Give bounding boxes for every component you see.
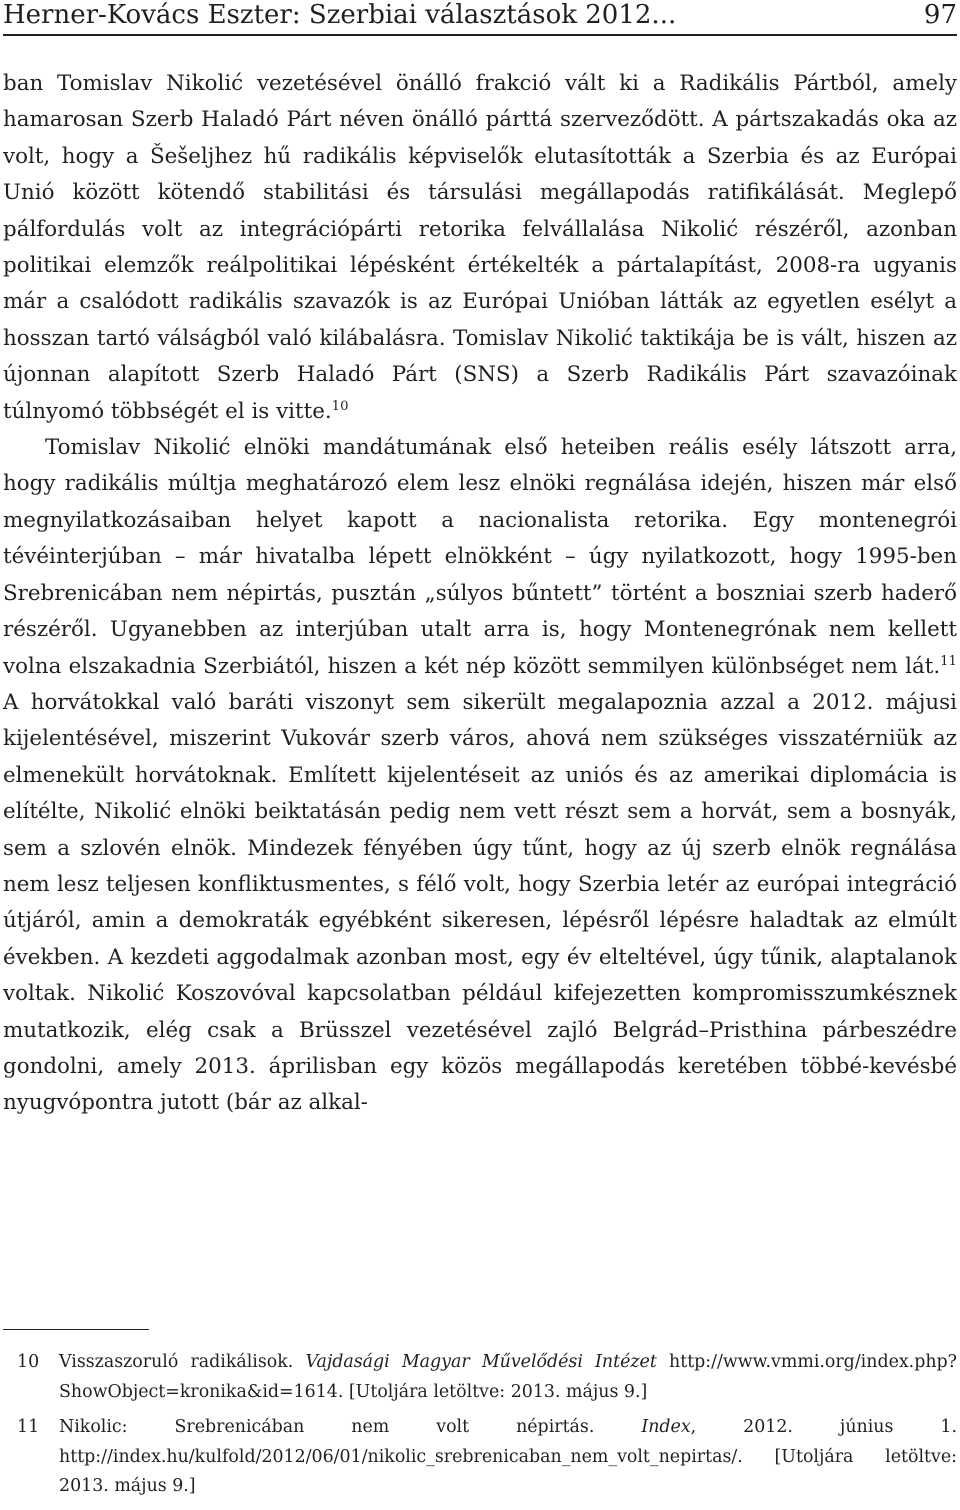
page-number: 97 [923, 0, 957, 30]
footnote-source: Vajdasági Magyar Művelődési Intézet [305, 1352, 657, 1372]
running-header [3, 0, 957, 36]
footnote-text: Nikolic: Srebrenicában nem volt népirtás. [59, 1417, 642, 1437]
running-title: Herner-Kovács Eszter: Szerbiai választások 2012... [3, 0, 677, 30]
footnotes [3, 1348, 957, 1508]
footnote-number: 11 [17, 1417, 40, 1437]
footnote-ref-11: 11 [940, 653, 957, 669]
paragraph-2-text-b: A horvátokkal való baráti viszonyt sem sikerült megalapoznia azzal a 2012. májusi kijelentésével, miszerint Vukovár szerb város, ahová nem szükséges visszatérniük az elmenekült horvátoknak. Említett kijelentéseit az uniós és az amerikai diplomácia is elítélte, Nikolić elnöki beiktatásán pedig nem vett részt sem a horvát, sem a bosnyák, sem a szlovén elnök. Mindezek fényében úgy tűnt, hogy az új szerb elnök regnálása nem lesz teljesen konfliktusmentes, s félő volt, hogy Szerbia letér az európai integráció útjáról, amin a demokraták egyébként sikeresen, lépésről lépésre haladtak az elmúlt években. A kezdeti aggodalmak azonban most, egy év elteltével, úgy tűnik, alaptalanok voltak. Nikolić Koszovóval kapcsolatban például kifejezetten kompromisszumkésznek mutatkozik, elég csak a Brüsszel vezetésével zajló Belgrád–Pristhina párbeszédre gondolni, amely 2013. áprilisban egy közös megállapodás keretében többé-kevésbé nyugvópontra jutott (bár az alkal- [3, 689, 957, 1116]
footnote-text: Visszaszoruló radikálisok. [59, 1352, 306, 1372]
footnote-text-rest: , 2012. június 1. http://index.hu/kulfold/2012/06/01/nikolic_srebrenicaban_nem_volt_nepirtas/. [Utoljára letöltve: 2013. május 9.] [59, 1417, 957, 1496]
paragraph-2 [3, 430, 957, 1122]
footnote-10 [3, 1348, 957, 1407]
footnote-text-rest: http://www.vmmi.org/index.php?ShowObject=kronika&id=1614. [Utoljára letöltve: 2013. május 9.] [59, 1352, 957, 1402]
paragraph-1-text: ban Tomislav Nikolić vezetésével önálló frakció vált ki a Radikális Pártból, amely hamarosan Szerb Haladó Párt néven önálló párttá szerveződött. A pártszakadás oka az volt, hogy a Šešeljhez hű radikális képviselők elutasították a Szerbia és az Európai Unió között kötendő stabilitási és társulási megállapodás ratifikálását. Meglepő pálfordulás volt az integrációpárti retorika felvállalása Nikolić részéről, azonban politikai elemzők reálpolitikai lépésként értékelték a pártalapítást, 2008-ra ugyanis már a csalódott radikális szavazók is az Európai Unióban látták az egyetlen esélyt a hosszan tartó válságból való kilábalásra. Tomislav Nikolić taktikája be is vált, hiszen az újonnan alapított Szerb Haladó Párt (SNS) a Szerb Radikális Párt szavazóinak túlnyomó többségét el is vitte. [3, 71, 957, 424]
footnote-rule [3, 1329, 149, 1330]
paragraph-1 [3, 66, 957, 430]
footnote-ref-10: 10 [331, 398, 349, 414]
paragraph-2-text-a: Tomislav Nikolić elnöki mandátumának első heteiben reális esély látszott arra, hogy radikális múltja meghatározó elem lesz elnöki regnálása idején, hiszen már első megnyilatkozásaiban helyet kapott a nacionalista retorika. Egy montenegrói tévéinterjúban – már hivatalba lépett elnökként – úgy nyilatkozott, hogy 1995-ben Srebrenicában nem népirtás, pusztán „súlyos bűntett” történt a boszniai szerb haderő részéről. Ugyanebben az interjúban utalt arra is, hogy Montenegrónak nem kellett volna elszakadnia Szerbiától, hiszen a két nép között semmilyen különbséget nem lát. [3, 435, 957, 679]
footnote-number: 10 [17, 1352, 40, 1372]
footnote-source: Index [641, 1417, 691, 1437]
footnote-11 [3, 1413, 957, 1502]
body-text [3, 66, 957, 1122]
